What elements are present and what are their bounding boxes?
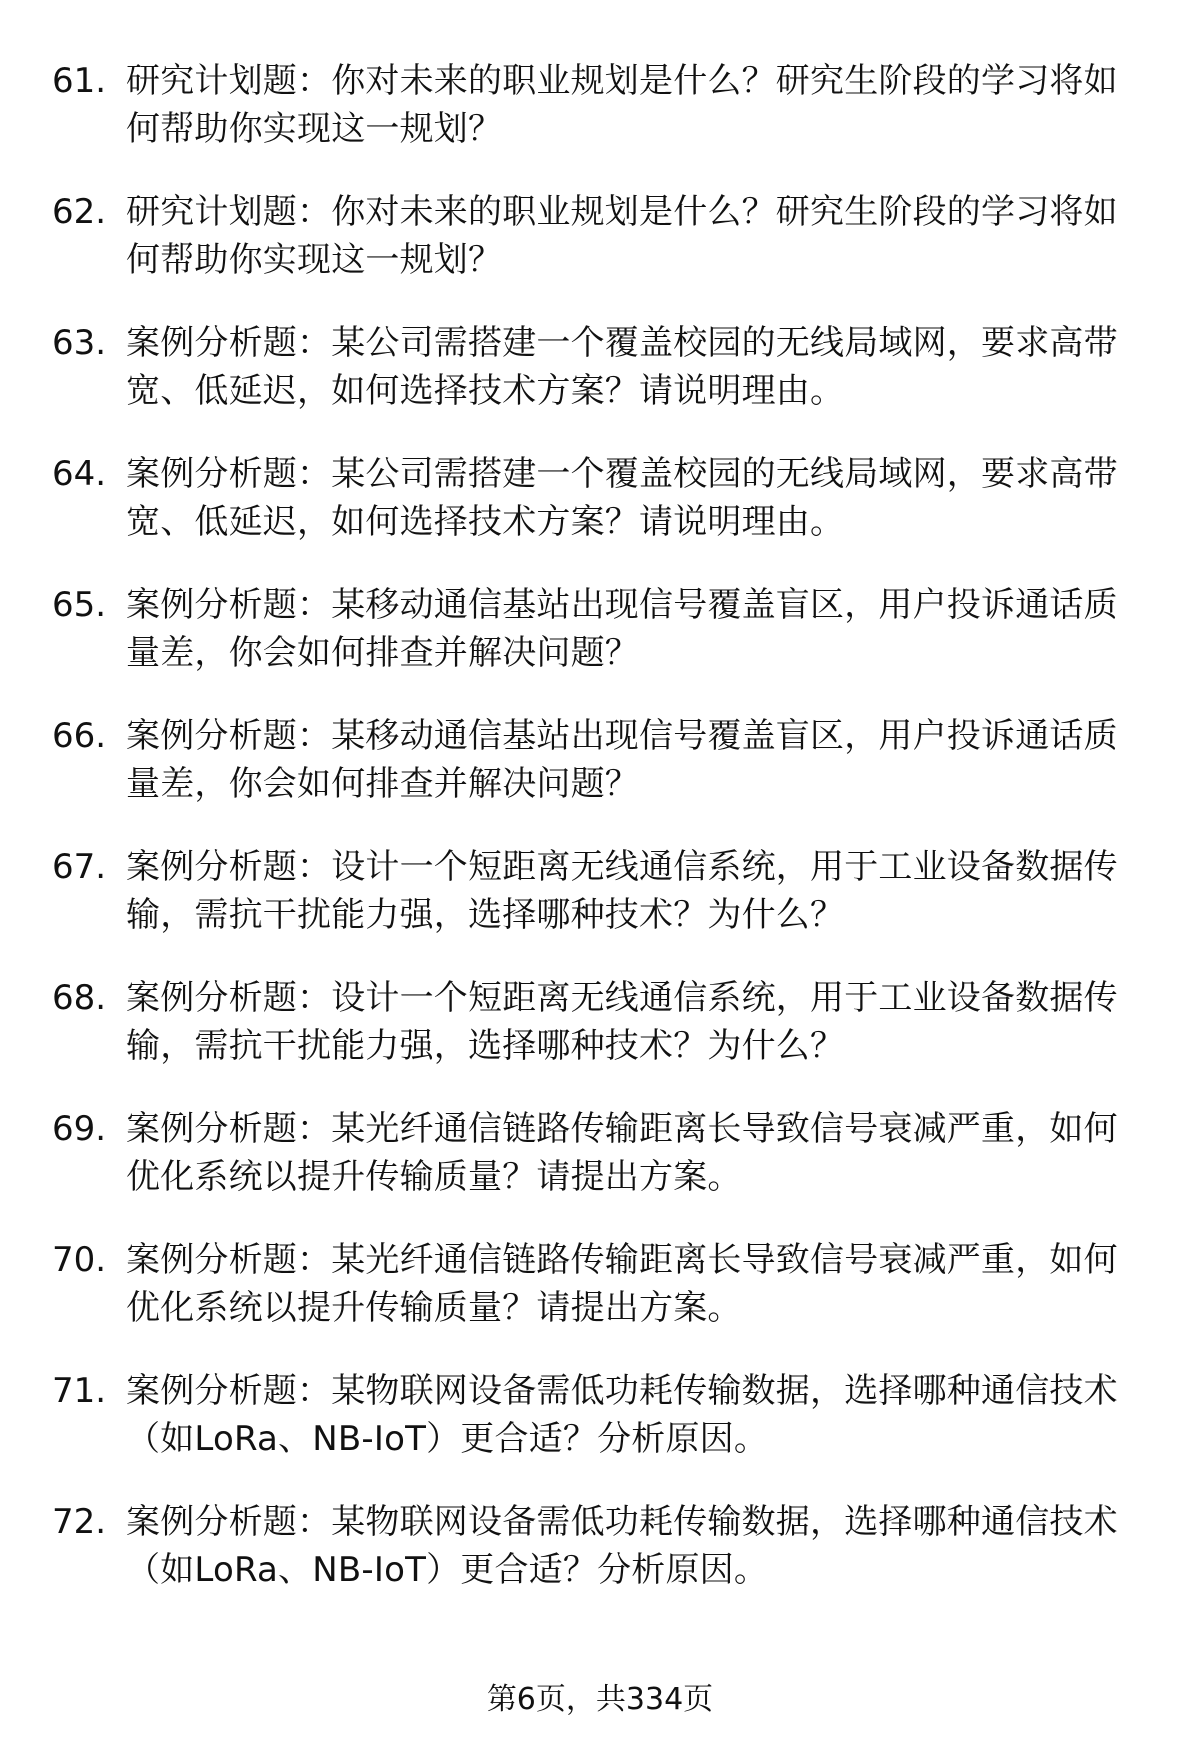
list-item (52, 319, 1152, 450)
question-number: 64. (52, 454, 107, 494)
question-text: 案例分析题：某公司需搭建一个覆盖校园的无线局域网，要求高带宽、低延迟，如何选择技术方案？请说明理由。 (126, 323, 1118, 411)
question-number: 66. (52, 716, 107, 756)
question-number: 70. (52, 1240, 107, 1280)
list-item (52, 712, 1152, 843)
question-number: 63. (52, 323, 107, 363)
list-item (52, 1498, 1152, 1629)
question-text: 案例分析题：某移动通信基站出现信号覆盖盲区，用户投诉通话质量差，你会如何排查并解决问题？ (126, 716, 1118, 804)
question-text: 案例分析题：某公司需搭建一个覆盖校园的无线局域网，要求高带宽、低延迟，如何选择技术方案？请说明理由。 (126, 454, 1118, 542)
question-list (52, 57, 1152, 1629)
list-item (52, 581, 1152, 712)
list-item (52, 57, 1152, 188)
question-text: 案例分析题：设计一个短距离无线通信系统，用于工业设备数据传输，需抗干扰能力强，选择哪种技术？为什么？ (126, 847, 1118, 935)
question-number: 61. (52, 61, 107, 101)
list-item (52, 188, 1152, 319)
question-text: 研究计划题：你对未来的职业规划是什么？研究生阶段的学习将如何帮助你实现这一规划？ (126, 192, 1118, 280)
list-item (52, 974, 1152, 1105)
list-item (52, 843, 1152, 974)
question-number: 71. (52, 1371, 107, 1411)
question-number: 69. (52, 1109, 107, 1149)
question-text: 案例分析题：某光纤通信链路传输距离长导致信号衰减严重，如何优化系统以提升传输质量？请提出方案。 (126, 1109, 1118, 1197)
question-text: 案例分析题：某移动通信基站出现信号覆盖盲区，用户投诉通话质量差，你会如何排查并解决问题？ (126, 585, 1118, 673)
question-number: 68. (52, 978, 107, 1018)
question-text: 研究计划题：你对未来的职业规划是什么？研究生阶段的学习将如何帮助你实现这一规划？ (126, 61, 1118, 149)
question-text: 案例分析题：设计一个短距离无线通信系统，用于工业设备数据传输，需抗干扰能力强，选择哪种技术？为什么？ (126, 978, 1118, 1066)
question-number: 62. (52, 192, 107, 232)
list-item (52, 450, 1152, 581)
question-number: 65. (52, 585, 107, 625)
question-number: 72. (52, 1502, 107, 1542)
list-item (52, 1236, 1152, 1367)
question-text: 案例分析题：某物联网设备需低功耗传输数据，选择哪种通信技术（如LoRa、NB-IoT）更合适？分析原因。 (126, 1371, 1118, 1459)
page-footer: 第6页，共334页 (486, 1682, 714, 1717)
question-text: 案例分析题：某物联网设备需低功耗传输数据，选择哪种通信技术（如LoRa、NB-IoT）更合适？分析原因。 (126, 1502, 1118, 1590)
list-item (52, 1105, 1152, 1236)
list-item (52, 1367, 1152, 1498)
question-text: 案例分析题：某光纤通信链路传输距离长导致信号衰减严重，如何优化系统以提升传输质量？请提出方案。 (126, 1240, 1118, 1328)
question-number: 67. (52, 847, 107, 887)
